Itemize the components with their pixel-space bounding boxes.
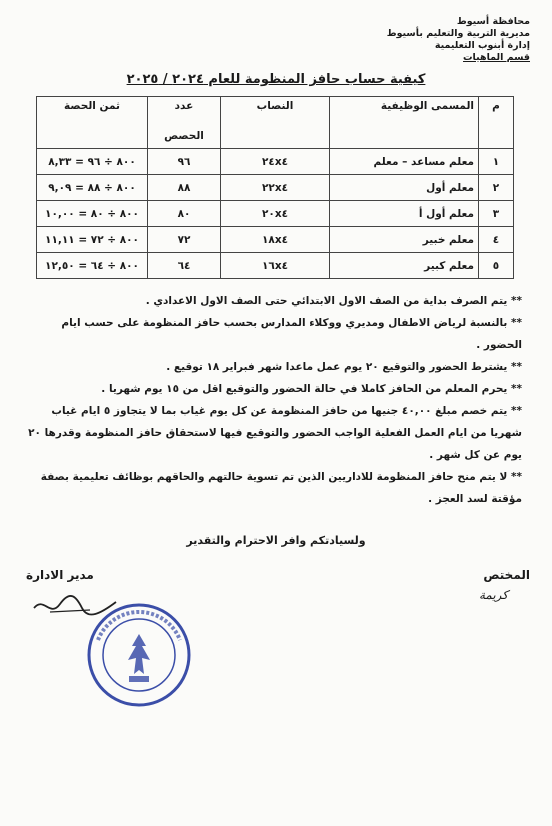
note-item: ** بالنسبة لرياض الاطفال ومديري ووكلاء المدارس بحسب حافز المنظومة على حسب ايام الحضور .	[61, 317, 522, 351]
row-quota: ١٨x٤	[221, 227, 330, 253]
table-row	[37, 201, 514, 227]
row-lesson-count: ٨٠	[148, 201, 221, 227]
administration-line: إدارة أبنوب التعليمية	[434, 40, 530, 51]
note-item: ** يتم الصرف بداية من الصف الاول الابتدائي حتى الصف الاول الاعدادي .	[145, 295, 522, 307]
table-row	[37, 253, 514, 279]
header-count-line2: الحصص	[164, 130, 204, 142]
table-row	[37, 149, 514, 175]
row-quota: ٢٢x٤	[221, 175, 330, 201]
table-row	[37, 227, 514, 253]
row-lesson-price: ٨٠٠ ÷ ٩٦ = ٨,٣٣	[37, 149, 148, 175]
note-item: ** يحرم المعلم من الحافز كاملا في حالة الحضور والتوقيع اقل من ١٥ يوم شهريا .	[101, 383, 522, 395]
row-lesson-count: ٩٦	[148, 149, 221, 175]
notes-list	[24, 290, 522, 510]
header-quota: النصاب	[221, 97, 330, 149]
note-item: ** يتم خصم مبلغ ٤٠,٠٠ جنيها من حافز المنظومة عن كل يوم غياب بما لا يتجاوز ٥ ايام غياب شهريا من ايام العمل الفعلية الواجب الحضور والتوقيع فيها لاستحقاق حافز المنظومة وقدرها ٢٠ يوم عن كل شهر .	[28, 405, 522, 461]
row-quota: ١٦x٤	[221, 253, 330, 279]
specialist-label: المختص	[483, 568, 530, 582]
row-job-title: معلم مساعد – معلم	[330, 149, 479, 175]
row-num: ٢	[479, 175, 514, 201]
table-header-row	[37, 97, 514, 149]
director-label: مدير الادارة	[26, 568, 94, 582]
row-num: ٤	[479, 227, 514, 253]
department-line: قسم الماهيات	[463, 52, 530, 63]
table-row	[37, 175, 514, 201]
row-quota: ٢٠x٤	[221, 201, 330, 227]
row-lesson-count: ٦٤	[148, 253, 221, 279]
row-job-title: معلم خبير	[330, 227, 479, 253]
row-lesson-count: ٨٨	[148, 175, 221, 201]
row-num: ٥	[479, 253, 514, 279]
specialist-signature: كريمة	[478, 588, 508, 602]
header-count-line1: عدد	[174, 100, 194, 112]
row-lesson-price: ٨٠٠ ÷ ٨٨ = ٩,٠٩	[37, 175, 148, 201]
row-lesson-price: ٨٠٠ ÷ ٧٢ = ١١,١١	[37, 227, 148, 253]
document-title: كيفية حساب حافز المنظومة للعام ٢٠٢٤ / ٢٠٢٥	[126, 72, 426, 87]
note-item: ** لا يتم منح حافز المنظومة للاداريين الذين تم تسوية حالتهم والحاقهم بوظائف تعليمية بصفة مؤقتة لسد العجز .	[40, 471, 522, 505]
header-lesson-count	[148, 97, 221, 149]
letterhead	[387, 16, 530, 64]
row-lesson-count: ٧٢	[148, 227, 221, 253]
header-lesson-price: ثمن الحصة	[37, 97, 148, 149]
note-item: ** يشترط الحضور والتوقيع ٢٠ يوم عمل ماعدا شهر فبراير ١٨ توقيع .	[166, 361, 522, 373]
row-job-title: معلم أول أ	[330, 201, 479, 227]
row-job-title: معلم كبير	[330, 253, 479, 279]
row-job-title: معلم أول	[330, 175, 479, 201]
row-lesson-price: ٨٠٠ ÷ ٦٤ = ١٢,٥٠	[37, 253, 148, 279]
row-lesson-price: ٨٠٠ ÷ ٨٠ = ١٠,٠٠	[37, 201, 148, 227]
governorate-line: محافظة أسيوط	[456, 16, 530, 27]
header-num: م	[479, 97, 514, 149]
directorate-line: مديرية التربية والتعليم بأسيوط	[386, 28, 530, 39]
closing-line: ولسيادتكم وافر الاحترام والتقدير	[186, 534, 366, 547]
official-stamp	[84, 600, 194, 710]
row-num: ١	[479, 149, 514, 175]
incentive-table	[36, 96, 514, 279]
row-quota: ٢٤x٤	[221, 149, 330, 175]
row-num: ٣	[479, 201, 514, 227]
header-job-title: المسمى الوظيفية	[330, 97, 479, 149]
